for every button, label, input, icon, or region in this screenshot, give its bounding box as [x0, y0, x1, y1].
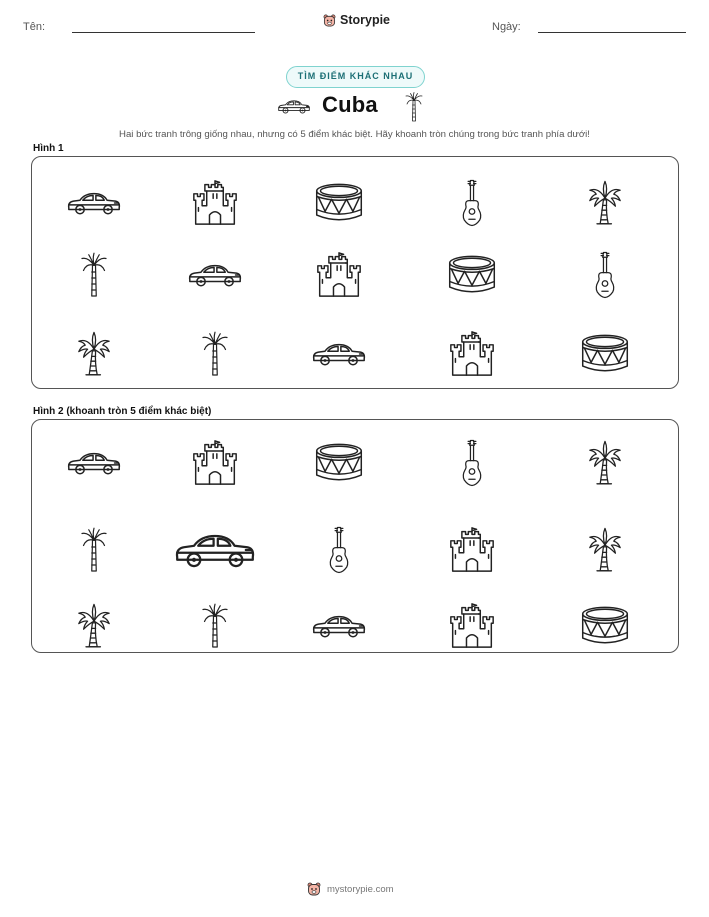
palm-icon[interactable]: [584, 439, 626, 487]
picture-2-label: Hình 2 (khoanh tròn 5 điểm khác biệt): [33, 406, 212, 417]
picture-1-label: Hình 1: [33, 143, 64, 154]
storypie-logo: [323, 13, 390, 27]
palm-icon[interactable]: [73, 602, 115, 650]
guitar-icon[interactable]: [458, 439, 486, 487]
title-car-icon: [277, 98, 311, 115]
picture-1-panel: [31, 156, 679, 389]
date-field[interactable]: [538, 32, 686, 33]
car-icon: [66, 187, 122, 219]
drum-icon: [313, 180, 365, 226]
footer: [307, 882, 394, 896]
castle-icon[interactable]: [447, 527, 497, 573]
drum-icon: [446, 252, 498, 298]
picture-2-panel[interactable]: [31, 419, 679, 653]
car-icon: [311, 338, 367, 370]
castle-icon: [447, 331, 497, 377]
car-icon[interactable]: [66, 447, 122, 479]
palm-tall-icon[interactable]: [200, 597, 230, 655]
palm-icon: [584, 179, 626, 227]
castle-icon[interactable]: [190, 440, 240, 486]
bear-icon: [323, 14, 336, 27]
name-label: Tên:: [23, 21, 46, 33]
drum-icon[interactable]: [579, 603, 631, 649]
guitar-icon[interactable]: [325, 526, 353, 574]
date-label: Ngày:: [492, 21, 521, 33]
guitar-icon: [591, 251, 619, 299]
instructions: Hai bức tranh trông giống nhau, nhưng có 5 điểm khác biệt. Hãy khoanh tròn chúng trong bức tranh phía dưới!: [119, 129, 590, 140]
car-icon: [187, 259, 243, 291]
brand-name: Storypie: [340, 13, 391, 27]
title-palm-icon: [403, 92, 425, 122]
palm-tall-icon: [200, 325, 230, 383]
palm-tall-icon[interactable]: [79, 517, 109, 583]
drum-icon[interactable]: [313, 440, 365, 486]
car-icon[interactable]: [173, 527, 257, 573]
castle-icon: [190, 180, 240, 226]
guitar-icon: [458, 179, 486, 227]
palm-icon[interactable]: [584, 526, 626, 574]
worksheet-title: Cuba: [322, 92, 378, 117]
footer-url[interactable]: mystorypie.com: [327, 883, 394, 895]
drum-icon: [579, 331, 631, 377]
castle-icon[interactable]: [447, 603, 497, 649]
palm-icon: [73, 330, 115, 378]
bear-icon: [307, 882, 321, 896]
car-icon[interactable]: [311, 610, 367, 642]
castle-icon: [314, 252, 364, 298]
name-field[interactable]: [72, 32, 255, 33]
activity-badge: TÌM ĐIỂM KHÁC NHAU: [286, 66, 425, 88]
palm-tall-icon: [79, 246, 109, 304]
